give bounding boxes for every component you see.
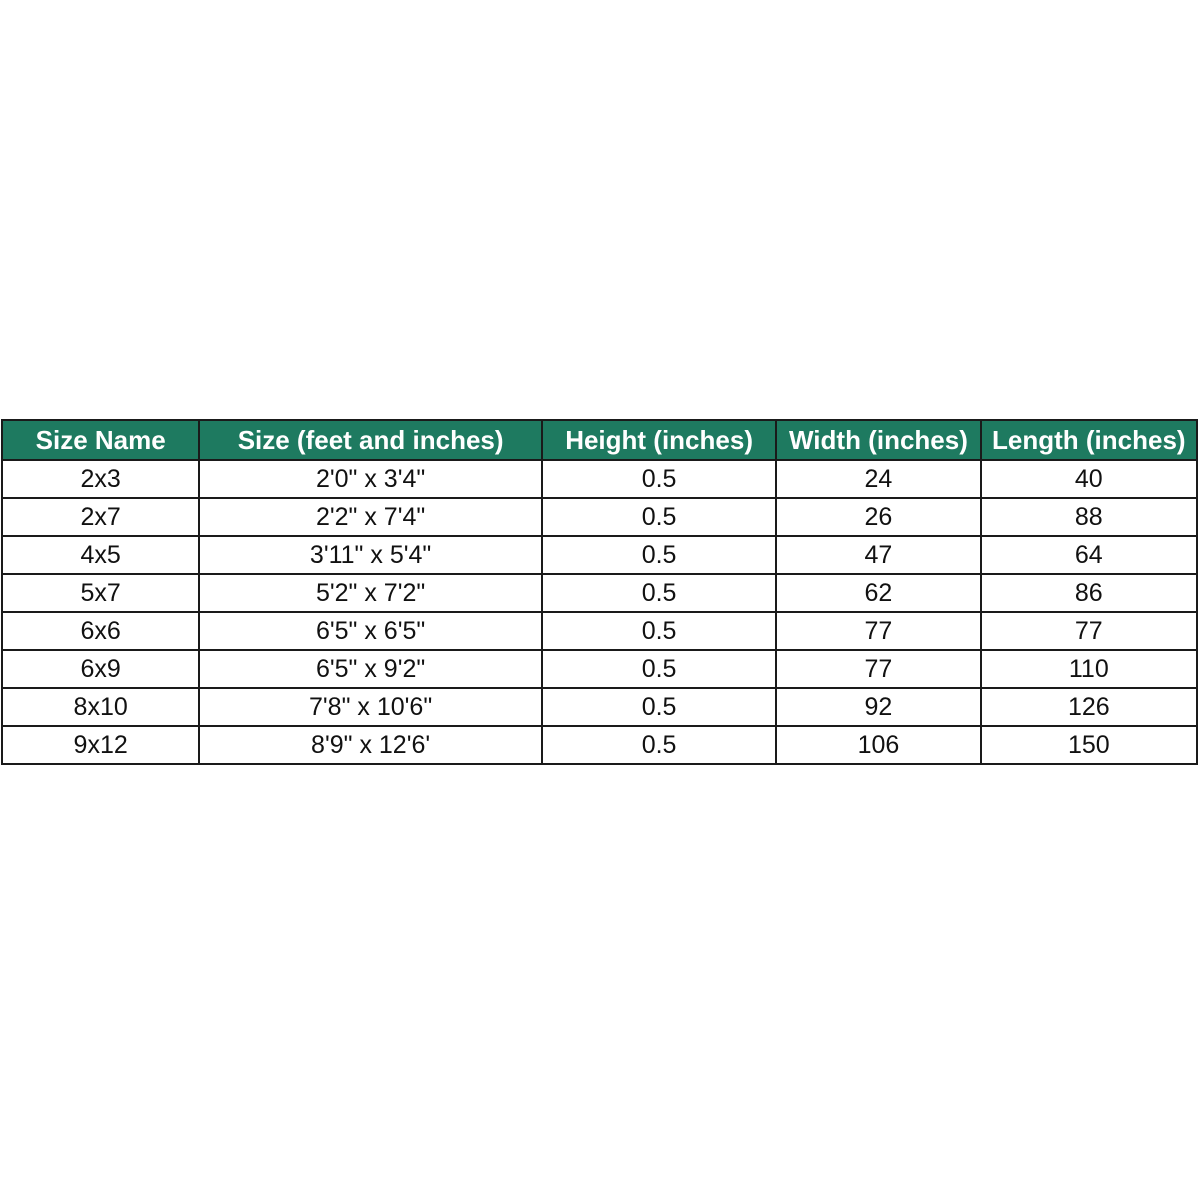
cell-width: 92 <box>776 688 980 726</box>
cell-length: 88 <box>981 498 1197 536</box>
cell-height: 0.5 <box>542 498 776 536</box>
table-row <box>2 498 1197 536</box>
cell-size-feet-inches: 7'8" x 10'6" <box>199 688 542 726</box>
cell-height: 0.5 <box>542 460 776 498</box>
cell-size-feet-inches: 8'9" x 12'6' <box>199 726 542 764</box>
header-row <box>2 420 1197 460</box>
cell-size-name: 9x12 <box>2 726 199 764</box>
table-row <box>2 612 1197 650</box>
cell-height: 0.5 <box>542 650 776 688</box>
cell-size-name: 8x10 <box>2 688 199 726</box>
header-height: Height (inches) <box>542 420 776 460</box>
cell-size-feet-inches: 6'5" x 9'2" <box>199 650 542 688</box>
cell-width: 47 <box>776 536 980 574</box>
cell-width: 24 <box>776 460 980 498</box>
cell-size-name: 2x3 <box>2 460 199 498</box>
cell-size-feet-inches: 2'0" x 3'4" <box>199 460 542 498</box>
cell-length: 40 <box>981 460 1197 498</box>
cell-size-name: 2x7 <box>2 498 199 536</box>
size-chart-table <box>1 419 1198 765</box>
table-header <box>2 420 1197 460</box>
cell-height: 0.5 <box>542 726 776 764</box>
cell-length: 150 <box>981 726 1197 764</box>
header-length: Length (inches) <box>981 420 1197 460</box>
cell-size-name: 6x9 <box>2 650 199 688</box>
cell-height: 0.5 <box>542 612 776 650</box>
cell-length: 110 <box>981 650 1197 688</box>
cell-size-name: 5x7 <box>2 574 199 612</box>
cell-length: 86 <box>981 574 1197 612</box>
cell-length: 77 <box>981 612 1197 650</box>
cell-width: 77 <box>776 612 980 650</box>
table-row <box>2 650 1197 688</box>
cell-width: 77 <box>776 650 980 688</box>
cell-size-name: 6x6 <box>2 612 199 650</box>
cell-width: 62 <box>776 574 980 612</box>
cell-length: 126 <box>981 688 1197 726</box>
cell-size-feet-inches: 6'5" x 6'5" <box>199 612 542 650</box>
cell-height: 0.5 <box>542 688 776 726</box>
header-size-feet-inches: Size (feet and inches) <box>199 420 542 460</box>
header-width: Width (inches) <box>776 420 980 460</box>
cell-width: 106 <box>776 726 980 764</box>
cell-size-name: 4x5 <box>2 536 199 574</box>
table-row <box>2 726 1197 764</box>
table-body <box>2 460 1197 764</box>
cell-size-feet-inches: 2'2" x 7'4" <box>199 498 542 536</box>
cell-size-feet-inches: 3'11" x 5'4" <box>199 536 542 574</box>
table-row <box>2 536 1197 574</box>
cell-length: 64 <box>981 536 1197 574</box>
table-row <box>2 688 1197 726</box>
table-row <box>2 574 1197 612</box>
cell-size-feet-inches: 5'2" x 7'2" <box>199 574 542 612</box>
header-size-name: Size Name <box>2 420 199 460</box>
cell-width: 26 <box>776 498 980 536</box>
cell-height: 0.5 <box>542 536 776 574</box>
cell-height: 0.5 <box>542 574 776 612</box>
table-row <box>2 460 1197 498</box>
